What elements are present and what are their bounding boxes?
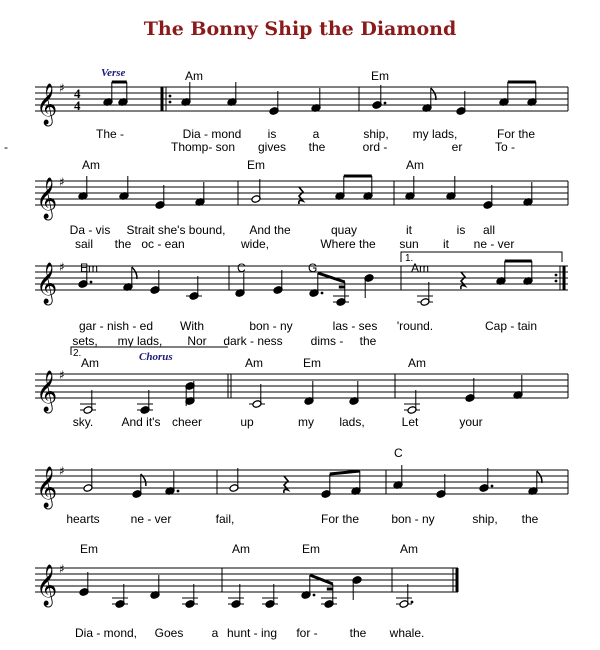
chord-symbol: C bbox=[394, 446, 403, 460]
sharp-icon: ♯ bbox=[59, 464, 65, 478]
lyric-syllable: gives bbox=[257, 140, 287, 154]
flag bbox=[431, 88, 436, 100]
lyric-syllable: my bbox=[298, 415, 314, 429]
sharp-icon: ♯ bbox=[59, 175, 65, 189]
lyric-syllable: Dia - mond bbox=[182, 127, 242, 141]
lyric-syllable: the bbox=[308, 140, 326, 154]
dot bbox=[177, 490, 180, 493]
beam bbox=[330, 471, 360, 474]
lyric-syllable: my lads, bbox=[117, 334, 163, 348]
lyric-syllable: the bbox=[521, 512, 539, 526]
lyric-syllable: bon - ny bbox=[391, 512, 435, 526]
chord-symbol: Em bbox=[80, 261, 98, 275]
dot bbox=[411, 601, 414, 604]
repeat-dot bbox=[169, 95, 172, 98]
lyric-syllable: ord - bbox=[362, 140, 388, 154]
lyric-syllable: The - bbox=[95, 127, 125, 141]
flag bbox=[537, 471, 542, 483]
lyric-syllable: And the bbox=[249, 223, 291, 237]
chord-symbol: G bbox=[308, 261, 318, 275]
dot bbox=[313, 594, 316, 597]
quarter-rest bbox=[299, 187, 303, 204]
dot bbox=[384, 102, 387, 105]
chord-symbol: Am bbox=[400, 542, 418, 556]
lyric-syllable: a bbox=[211, 626, 219, 640]
lyric-syllable: sun bbox=[399, 237, 419, 251]
lyric-syllable: Let bbox=[401, 415, 419, 429]
lyric-syllable: sail bbox=[74, 237, 94, 251]
repeat-dot bbox=[555, 274, 558, 277]
chord-symbol: Am bbox=[245, 356, 263, 370]
lyric-syllable: bon - ny bbox=[249, 319, 293, 333]
chord-symbol: C bbox=[237, 261, 246, 275]
lyric-syllable: the bbox=[359, 334, 377, 348]
sharp-icon: ♯ bbox=[59, 81, 65, 95]
system-6-staff bbox=[35, 568, 458, 592]
lyric-syllable: is bbox=[456, 223, 466, 237]
chord-symbol: Am bbox=[406, 158, 424, 172]
lyric-syllable: fail, bbox=[215, 512, 235, 526]
ending-1-label: 1. bbox=[405, 253, 414, 264]
lyric-syllable: las - ses bbox=[332, 319, 378, 333]
dot bbox=[321, 292, 324, 295]
lyric-syllable: whale. bbox=[389, 626, 425, 640]
lyric-syllable: And it's bbox=[121, 415, 161, 429]
lyric-syllable: Where the bbox=[320, 237, 376, 251]
lyric-syllable: it bbox=[443, 237, 449, 251]
lyric-syllable: the bbox=[349, 626, 367, 640]
lyric-syllable: sets, bbox=[72, 334, 98, 348]
lyric-syllable: ship, bbox=[363, 127, 389, 141]
lyric-syllable: a bbox=[312, 127, 320, 141]
lyric-syllable: ne - ver bbox=[473, 237, 515, 251]
chord-symbol: Em bbox=[80, 542, 98, 556]
dot bbox=[491, 485, 494, 488]
chord-symbol: Em bbox=[371, 69, 389, 83]
lyric-syllable: - bbox=[4, 140, 8, 154]
lyric-syllable: Cap - tain bbox=[484, 319, 538, 333]
chord-symbol: Am bbox=[185, 69, 203, 83]
chord-symbol: Em bbox=[247, 158, 265, 172]
lyric-syllable: Nor bbox=[187, 334, 207, 348]
lyric-syllable: Thomp- son bbox=[170, 140, 236, 154]
lyric-syllable: oc - ean bbox=[141, 237, 185, 251]
flag bbox=[132, 267, 137, 279]
lyric-syllable: ne - ver bbox=[130, 512, 172, 526]
sharp-icon: ♯ bbox=[59, 562, 65, 576]
chord-symbol: Am bbox=[411, 261, 429, 275]
lyric-syllable: quay bbox=[330, 223, 358, 237]
time-signature: 4 bbox=[74, 98, 81, 113]
repeat-dot bbox=[555, 280, 558, 283]
dot bbox=[90, 281, 93, 284]
lyric-syllable: all bbox=[482, 223, 496, 237]
treble-clef-icon: 𝄞 bbox=[36, 371, 58, 412]
verse-label: Verse bbox=[101, 67, 126, 79]
lyric-syllable: for - bbox=[296, 626, 318, 640]
sharp-icon: ♯ bbox=[59, 368, 65, 382]
quarter-rest bbox=[461, 272, 465, 289]
chord-symbol: Em bbox=[303, 356, 321, 370]
system-4-staff bbox=[35, 374, 568, 398]
lyric-syllable: my lads, bbox=[412, 127, 458, 141]
lyric-syllable: wide, bbox=[240, 237, 270, 251]
chord-symbol: Am bbox=[82, 158, 100, 172]
chord-symbol: Am bbox=[81, 356, 99, 370]
chorus-label: Chorus bbox=[139, 351, 173, 363]
treble-clef-icon: 𝄞 bbox=[36, 178, 58, 219]
system-3-staff bbox=[35, 266, 568, 290]
lyric-syllable: To - bbox=[494, 140, 516, 154]
lyric-syllable: sky. bbox=[72, 415, 94, 429]
sharp-icon: ♯ bbox=[59, 260, 65, 274]
lyric-syllable: hearts bbox=[66, 512, 100, 526]
lyric-syllable: 'round. bbox=[396, 319, 434, 333]
treble-clef-icon: 𝄞 bbox=[36, 263, 58, 304]
lyric-syllable: With bbox=[180, 319, 204, 333]
lyric-syllable: cheer bbox=[171, 415, 203, 429]
lyric-syllable: For the bbox=[320, 512, 360, 526]
lyric-syllable: Dia - mond, bbox=[74, 626, 138, 640]
song-title: The Bonny Ship the Diamond bbox=[143, 18, 457, 40]
lyric-syllable: er bbox=[451, 140, 463, 154]
chord-symbol: Am bbox=[408, 356, 426, 370]
ending-2-label: 2. bbox=[73, 348, 82, 359]
lyric-syllable: ship, bbox=[472, 512, 498, 526]
lyric-syllable: the bbox=[114, 237, 132, 251]
quarter-rest bbox=[284, 476, 288, 493]
lyric-syllable: Da - vis bbox=[69, 223, 111, 237]
system-1-staff bbox=[35, 87, 568, 111]
lyric-syllable: gar - nish - ed bbox=[78, 319, 154, 333]
treble-clef-icon: 𝄞 bbox=[36, 565, 58, 606]
lyric-syllable: Strait she's bound, bbox=[126, 223, 226, 237]
lyric-syllable: hunt - ing bbox=[226, 626, 278, 640]
lyric-syllable: dims - bbox=[310, 334, 344, 348]
chord-symbol: Am bbox=[232, 542, 250, 556]
lyric-syllable: is bbox=[267, 127, 277, 141]
chord-symbol: Em bbox=[302, 542, 320, 556]
lyric-syllable: Goes bbox=[154, 626, 184, 640]
lyric-syllable: up bbox=[240, 415, 254, 429]
time-signature: 4 bbox=[74, 86, 81, 101]
treble-clef-icon: 𝄞 bbox=[36, 84, 58, 125]
lyric-syllable: your bbox=[459, 415, 483, 429]
treble-clef-icon: 𝄞 bbox=[36, 467, 58, 508]
lyric-syllable: dark - ness bbox=[223, 334, 283, 348]
lyric-syllable: it bbox=[406, 223, 412, 237]
repeat-dot bbox=[169, 101, 172, 104]
lyric-syllable: For the bbox=[496, 127, 536, 141]
lyric-syllable: lads, bbox=[339, 415, 365, 429]
